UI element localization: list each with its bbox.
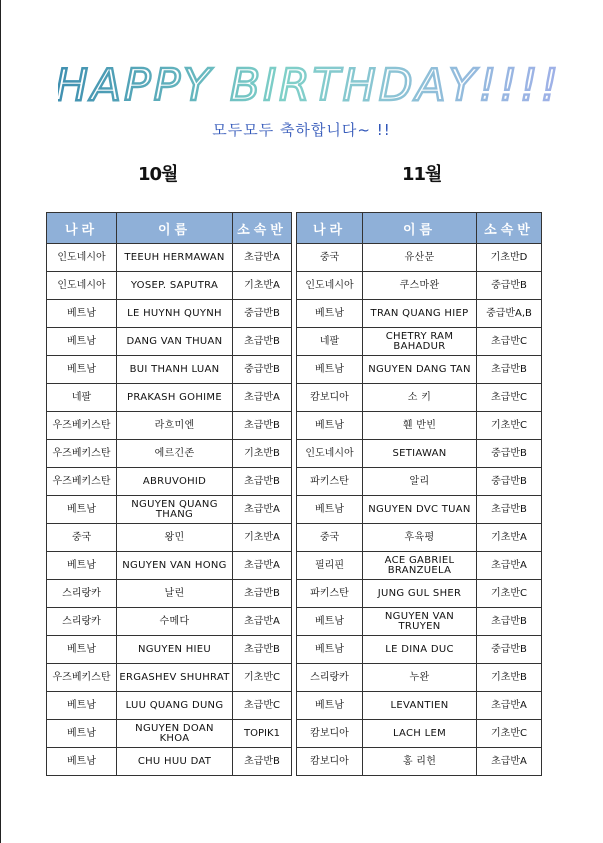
name-cell: PRAKASH GOHIME bbox=[117, 384, 233, 412]
level-cell: 초급반A bbox=[233, 384, 292, 412]
table-row bbox=[47, 356, 292, 384]
country-cell: 베트남 bbox=[297, 636, 363, 664]
table-row bbox=[47, 412, 292, 440]
table-row bbox=[297, 608, 542, 636]
table-row bbox=[47, 664, 292, 692]
level-cell: 기초반B bbox=[233, 440, 292, 468]
name-cell: TRAN QUANG HIEP bbox=[363, 300, 477, 328]
table-row bbox=[47, 552, 292, 580]
country-cell: 베트남 bbox=[297, 300, 363, 328]
name-cell: 에르긴존 bbox=[117, 440, 233, 468]
name-cell: LACH LEM bbox=[363, 720, 477, 748]
level-cell: 초급반A bbox=[477, 692, 542, 720]
country-cell: 필리핀 bbox=[297, 552, 363, 580]
table-row bbox=[47, 468, 292, 496]
table-row bbox=[297, 664, 542, 692]
country-cell: 중국 bbox=[297, 244, 363, 272]
level-cell: 초급반B bbox=[477, 608, 542, 636]
table-header-row bbox=[47, 213, 292, 244]
table-row bbox=[47, 272, 292, 300]
column-header-level: 소속반 bbox=[233, 213, 292, 244]
level-cell: 초급반B bbox=[233, 580, 292, 608]
country-cell: 인도네시아 bbox=[297, 440, 363, 468]
table-row bbox=[47, 608, 292, 636]
name-cell: CHU HUU DAT bbox=[117, 748, 233, 776]
country-cell: 캄보디아 bbox=[297, 384, 363, 412]
table-row bbox=[297, 328, 542, 356]
october-table-body bbox=[47, 244, 292, 776]
table-row bbox=[297, 440, 542, 468]
level-cell: 초급반A bbox=[233, 608, 292, 636]
table-header-row bbox=[297, 213, 542, 244]
level-cell: 기초반A bbox=[233, 524, 292, 552]
name-cell: 알리 bbox=[363, 468, 477, 496]
level-cell: 초급반A bbox=[233, 496, 292, 524]
table-row bbox=[297, 384, 542, 412]
level-cell: 중급반A,B bbox=[477, 300, 542, 328]
country-cell: 파키스탄 bbox=[297, 580, 363, 608]
level-cell: 기초반D bbox=[477, 244, 542, 272]
column-header-country: 나라 bbox=[297, 213, 363, 244]
name-cell: NGUYEN VAN TRUYEN bbox=[363, 608, 477, 636]
country-cell: 우즈베키스탄 bbox=[47, 440, 117, 468]
name-cell: NGUYEN QUANG THANG bbox=[117, 496, 233, 524]
column-header-name: 이름 bbox=[117, 213, 233, 244]
level-cell: 기초반C bbox=[233, 664, 292, 692]
name-cell: 소 키 bbox=[363, 384, 477, 412]
level-cell: 중급반B bbox=[477, 468, 542, 496]
country-cell: 중국 bbox=[47, 524, 117, 552]
name-cell: NGUYEN HIEU bbox=[117, 636, 233, 664]
country-cell: 베트남 bbox=[47, 720, 117, 748]
country-cell: 베트남 bbox=[47, 496, 117, 524]
month-label-october: 10월 bbox=[138, 164, 178, 185]
level-cell: 초급반B bbox=[233, 748, 292, 776]
level-cell: 중급반B bbox=[233, 356, 292, 384]
name-cell: LUU QUANG DUNG bbox=[117, 692, 233, 720]
table-row bbox=[47, 496, 292, 524]
country-cell: 스리랑카 bbox=[297, 664, 363, 692]
table-row bbox=[297, 356, 542, 384]
country-cell: 베트남 bbox=[47, 356, 117, 384]
table-row bbox=[297, 300, 542, 328]
country-cell: 베트남 bbox=[297, 412, 363, 440]
level-cell: 기초반C bbox=[477, 412, 542, 440]
table-row bbox=[47, 720, 292, 748]
table-row bbox=[297, 580, 542, 608]
table-row bbox=[47, 384, 292, 412]
name-cell: ABRUVOHID bbox=[117, 468, 233, 496]
name-cell: ACE GABRIEL BRANZUELA bbox=[363, 552, 477, 580]
table-row bbox=[47, 580, 292, 608]
country-cell: 우즈베키스탄 bbox=[47, 412, 117, 440]
level-cell: 중급반B bbox=[477, 440, 542, 468]
name-cell: NGUYEN VAN HONG bbox=[117, 552, 233, 580]
table-row bbox=[47, 328, 292, 356]
name-cell: LEVANTIEN bbox=[363, 692, 477, 720]
table-row bbox=[297, 636, 542, 664]
country-cell: 인도네시아 bbox=[47, 272, 117, 300]
name-cell: 누완 bbox=[363, 664, 477, 692]
name-cell: TEEUH HERMAWAN bbox=[117, 244, 233, 272]
name-cell: NGUYEN DANG TAN bbox=[363, 356, 477, 384]
level-cell: 초급반A bbox=[477, 552, 542, 580]
name-cell: 유산문 bbox=[363, 244, 477, 272]
month-label-november: 11월 bbox=[402, 164, 442, 185]
country-cell: 스리랑카 bbox=[47, 608, 117, 636]
level-cell: 기초반C bbox=[477, 720, 542, 748]
level-cell: 초급반A bbox=[477, 748, 542, 776]
country-cell: 베트남 bbox=[47, 748, 117, 776]
level-cell: 초급반B bbox=[233, 468, 292, 496]
level-cell: 기초반A bbox=[233, 272, 292, 300]
country-cell: 베트남 bbox=[297, 608, 363, 636]
happy-birthday-banner bbox=[58, 56, 558, 118]
name-cell: 홍 리헌 bbox=[363, 748, 477, 776]
level-cell: 중급반B bbox=[477, 272, 542, 300]
country-cell: 스리랑카 bbox=[47, 580, 117, 608]
level-cell: 초급반C bbox=[233, 692, 292, 720]
level-cell: 기초반A bbox=[477, 524, 542, 552]
table-row bbox=[297, 272, 542, 300]
country-cell: 캄보디아 bbox=[297, 748, 363, 776]
level-cell: 초급반B bbox=[233, 636, 292, 664]
level-cell: 초급반B bbox=[233, 328, 292, 356]
table-row bbox=[297, 748, 542, 776]
table-row bbox=[47, 440, 292, 468]
table-row bbox=[297, 244, 542, 272]
level-cell: 초급반C bbox=[477, 328, 542, 356]
name-cell: 후육평 bbox=[363, 524, 477, 552]
table-row bbox=[47, 692, 292, 720]
name-cell: 쿠스마완 bbox=[363, 272, 477, 300]
name-cell: 수메다 bbox=[117, 608, 233, 636]
country-cell: 우즈베키스탄 bbox=[47, 664, 117, 692]
table-row bbox=[297, 692, 542, 720]
country-cell: 베트남 bbox=[47, 552, 117, 580]
country-cell: 베트남 bbox=[47, 328, 117, 356]
country-cell: 캄보디아 bbox=[297, 720, 363, 748]
country-cell: 인도네시아 bbox=[47, 244, 117, 272]
country-cell: 베트남 bbox=[297, 356, 363, 384]
table-row bbox=[297, 468, 542, 496]
country-cell: 네팔 bbox=[47, 384, 117, 412]
level-cell: 초급반C bbox=[477, 384, 542, 412]
level-cell: 기초반B bbox=[477, 664, 542, 692]
country-cell: 베트남 bbox=[47, 300, 117, 328]
level-cell: 기초반C bbox=[477, 580, 542, 608]
country-cell: 중국 bbox=[297, 524, 363, 552]
table-row bbox=[297, 412, 542, 440]
level-cell: TOPIK1 bbox=[233, 720, 292, 748]
name-cell: LE HUYNH QUYNH bbox=[117, 300, 233, 328]
column-header-name: 이름 bbox=[363, 213, 477, 244]
country-cell: 우즈베키스탄 bbox=[47, 468, 117, 496]
name-cell: 날린 bbox=[117, 580, 233, 608]
name-cell: DANG VAN THUAN bbox=[117, 328, 233, 356]
column-header-level: 소속반 bbox=[477, 213, 542, 244]
table-row bbox=[297, 720, 542, 748]
country-cell: 베트남 bbox=[297, 496, 363, 524]
country-cell: 베트남 bbox=[297, 692, 363, 720]
table-row bbox=[47, 748, 292, 776]
name-cell: YOSEP. SAPUTRA bbox=[117, 272, 233, 300]
level-cell: 초급반A bbox=[233, 552, 292, 580]
level-cell: 중급반B bbox=[233, 300, 292, 328]
country-cell: 인도네시아 bbox=[297, 272, 363, 300]
november-birthday-table bbox=[296, 212, 542, 776]
name-cell: 라흐미엔 bbox=[117, 412, 233, 440]
table-row bbox=[47, 244, 292, 272]
name-cell: NGUYEN DVC TUAN bbox=[363, 496, 477, 524]
banner-art bbox=[58, 56, 558, 118]
name-cell: ERGASHEV SHUHRAT bbox=[117, 664, 233, 692]
country-cell: 네팔 bbox=[297, 328, 363, 356]
table-row bbox=[47, 300, 292, 328]
name-cell: NGUYEN DOAN KHOA bbox=[117, 720, 233, 748]
table-row bbox=[297, 524, 542, 552]
name-cell: LE DINA DUC bbox=[363, 636, 477, 664]
level-cell: 초급반B bbox=[233, 412, 292, 440]
table-row bbox=[297, 496, 542, 524]
table-row bbox=[47, 636, 292, 664]
country-cell: 베트남 bbox=[47, 636, 117, 664]
level-cell: 초급반B bbox=[477, 496, 542, 524]
october-birthday-table bbox=[46, 212, 292, 776]
level-cell: 초급반B bbox=[477, 356, 542, 384]
name-cell: BUI THANH LUAN bbox=[117, 356, 233, 384]
level-cell: 초급반A bbox=[233, 244, 292, 272]
column-header-country: 나라 bbox=[47, 213, 117, 244]
name-cell: JUNG GUL SHER bbox=[363, 580, 477, 608]
country-cell: 파키스탄 bbox=[297, 468, 363, 496]
country-cell: 베트남 bbox=[47, 692, 117, 720]
table-row bbox=[297, 552, 542, 580]
name-cell: 왕민 bbox=[117, 524, 233, 552]
name-cell: CHETRY RAM BAHADUR bbox=[363, 328, 477, 356]
november-table-body bbox=[297, 244, 542, 776]
banner-text: HAPPY BIRTHDAY!!!! bbox=[58, 60, 558, 111]
name-cell: SETIAWAN bbox=[363, 440, 477, 468]
level-cell: 중급반B bbox=[477, 636, 542, 664]
subtitle: 모두모두 축하합니다~ !! bbox=[212, 121, 391, 139]
name-cell: 휀 반빈 bbox=[363, 412, 477, 440]
table-row bbox=[47, 524, 292, 552]
